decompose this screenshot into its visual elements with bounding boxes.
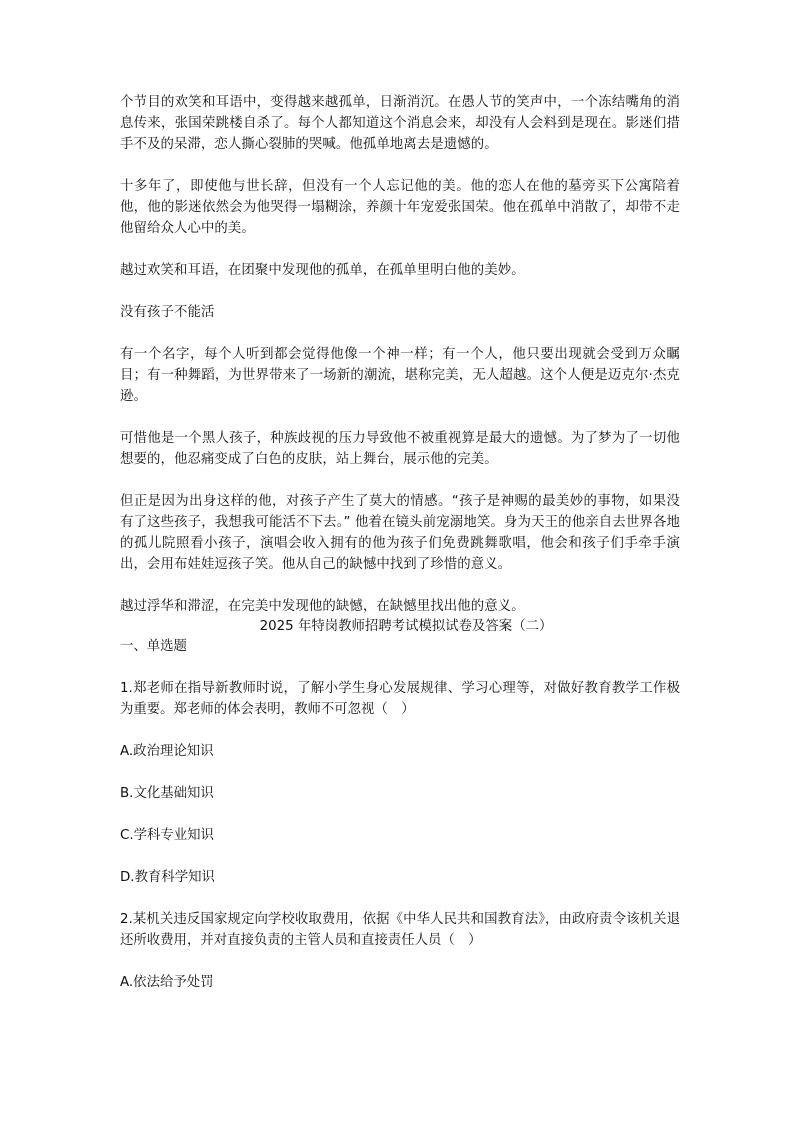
article-paragraph-7: 但正是因为出身这样的他，对孩子产生了莫大的情感。“孩子是神赐的最美妙的事物，如果没有了这些孩子，我想我可能活不下去。” 他着在镜头前宠溺地笑。身为天王的他亲自去世界各地的孤儿院照看小孩子，演唱会收入拥有的他为孩子们免费跳舞歌唱，他会和孩子们手牵手演出，会用布娃娃逗孩子笑。他从自己的缺憾中找到了珍惜的意义。	[120, 494, 680, 572]
article-paragraph-6: 可惜他是一个黑人孩子，种族歧视的压力导致他不被重视算是最大的遗憾。为了梦为了一切他想要的，他忍痛变成了白色的皮肤，站上舞台，展示他的完美。	[120, 431, 680, 467]
article-paragraph-3: 越过欢笑和耳语，在团聚中发现他的孤单，在孤单里明白他的美妙。	[120, 263, 525, 278]
article-paragraph-5: 有一个名字，每个人听到都会觉得他像一个神一样；有一个人，他只要出现就会受到万众瞩目；有一种舞蹈，为世界带来了一场新的潮流，堪称完美，无人超越。这个人便是迈克尔·杰克逊。	[120, 347, 680, 404]
question-1-stem: 1.郑老师在指导新教师时说，了解小学生身心发展规律、学习心理等，对做好教育教学工作极为重要。郑老师的体会表明，教师不可忽视（ ）	[120, 681, 680, 717]
article-paragraph-2: 十多年了，即使他与世长辞，但没有一个人忘记他的美。他的恋人在他的墓旁买下公寓陪着他，他的影迷依然会为他哭得一塌糊涂，养颜十年宠爱张国荣。他在孤单中消散了，却带不走他留给众人心中的美。	[120, 179, 680, 236]
question-2-option-a: A.依法给予处罚	[120, 975, 214, 990]
exam-title: 2025 年特岗教师招聘考试模拟试卷及答案（二）	[259, 619, 553, 634]
article-paragraph-8: 越过浮华和滞涩，在完美中发现他的缺憾，在缺憾里找出他的意义。	[120, 599, 525, 614]
question-1-option-b: B.文化基础知识	[120, 786, 214, 801]
article-subheading: 没有孩子不能活	[120, 305, 215, 320]
question-1-option-a: A.政治理论知识	[120, 744, 214, 759]
document-page	[120, 92, 680, 1014]
question-2-stem: 2.某机关违反国家规定向学校收取费用，依据《中华人民共和国教育法》，由政府责令该机关退还所收费用，并对直接负责的主管人员和直接责任人员（ ）	[120, 912, 680, 948]
question-1-option-d: D.教育科学知识	[120, 870, 215, 885]
article-paragraph-1: 个节目的欢笑和耳语中，变得越来越孤单，日渐消沉。在愚人节的笑声中，一个冻结嘴角的消息传来，张国荣跳楼自杀了。每个人都知道这个消息会来，却没有人会料到是现在。影迷们措手不及的呆滞，恋人撕心裂肺的哭喊。他孤单地离去是遗憾的。	[120, 95, 680, 152]
question-1-option-c: C.学科专业知识	[120, 828, 214, 843]
section-heading: 一、单选题	[120, 639, 187, 654]
